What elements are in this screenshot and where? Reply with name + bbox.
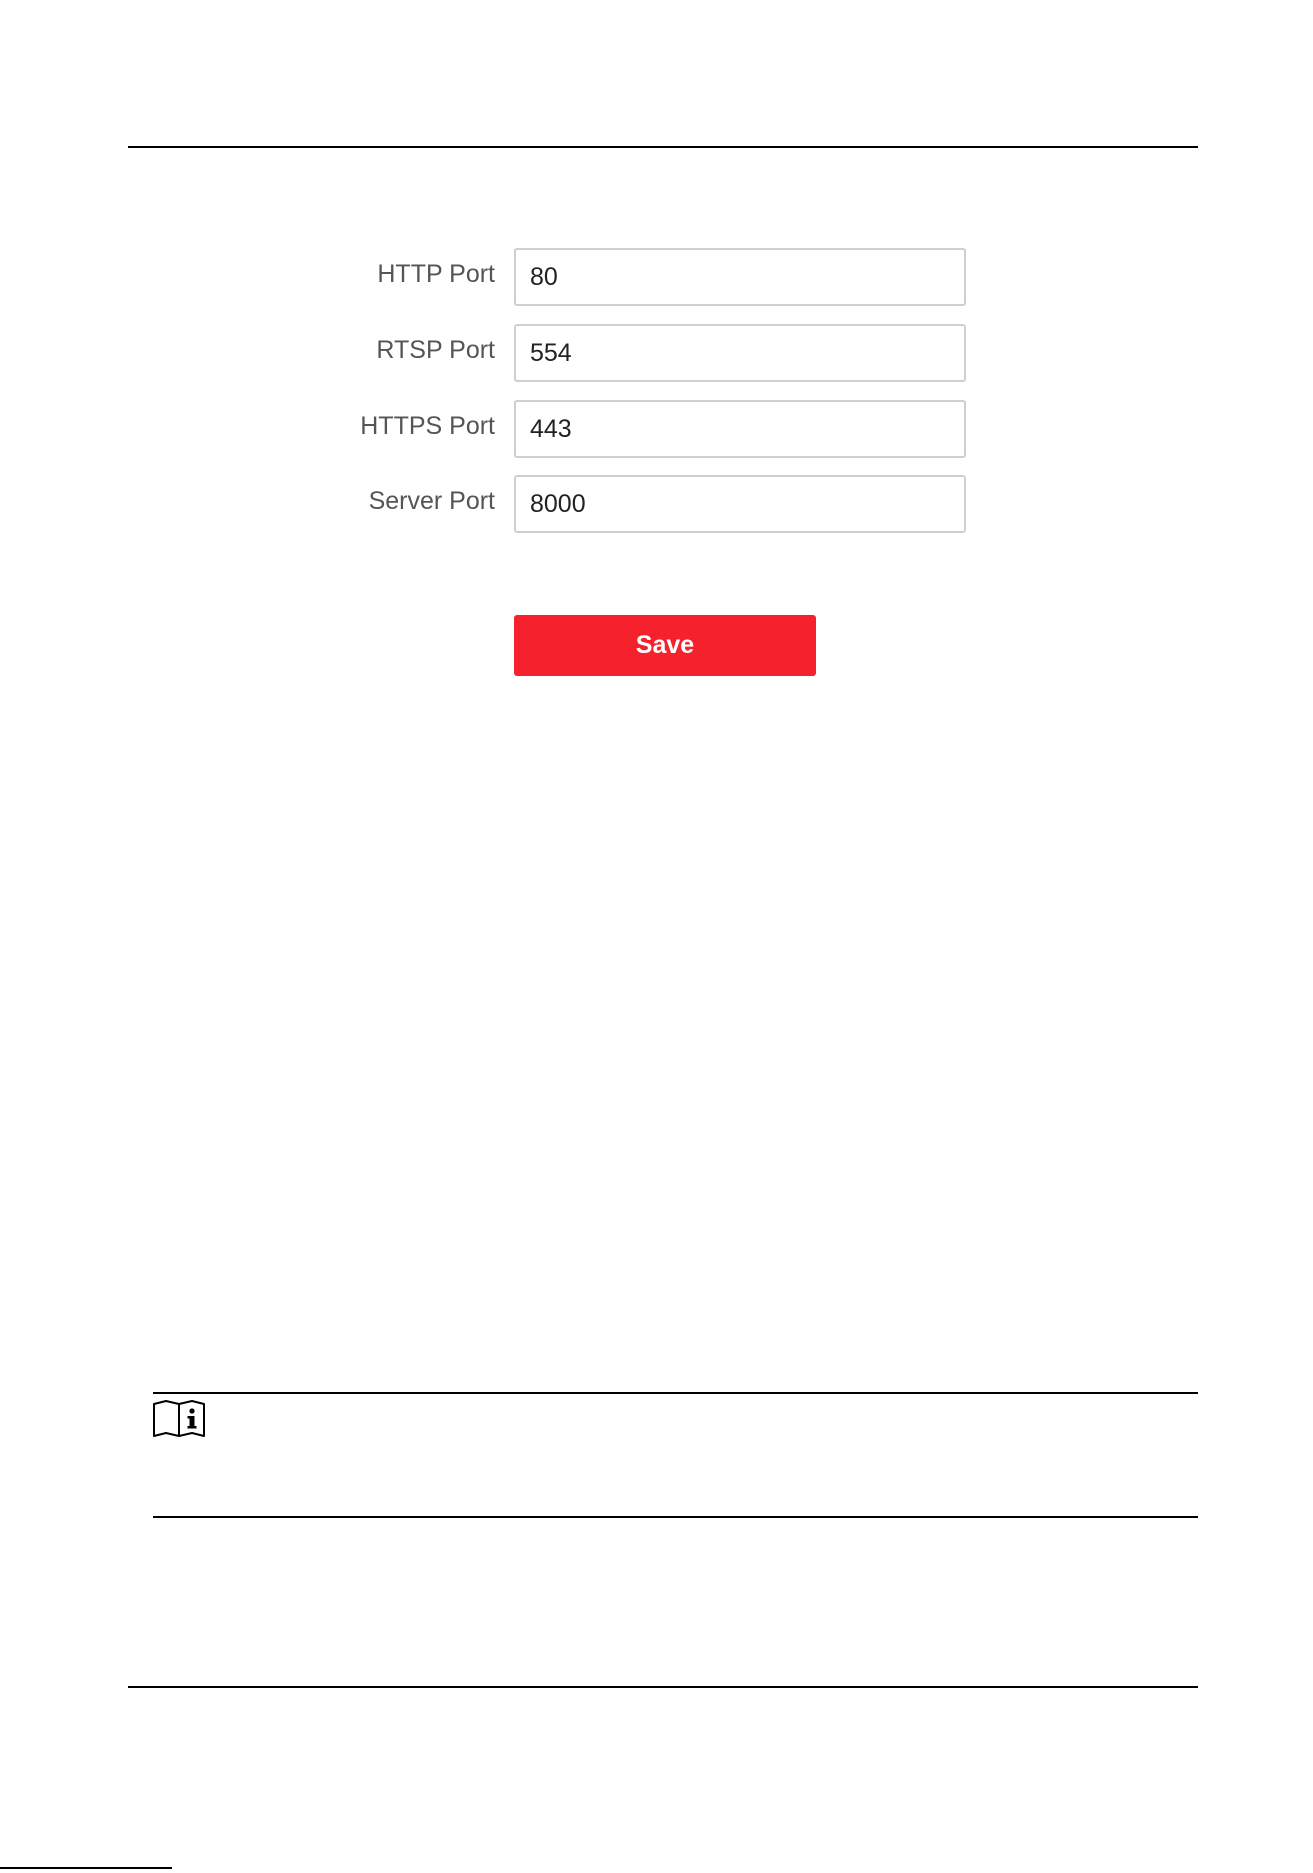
server-port-input[interactable]: [514, 475, 966, 533]
rtsp-port-input[interactable]: [514, 324, 966, 382]
page-edge-mark: [0, 1867, 172, 1869]
footer-divider: [128, 1686, 1198, 1688]
book-info-icon: [152, 1400, 206, 1438]
http-port-input[interactable]: [514, 248, 966, 306]
note-top-divider: [153, 1392, 1198, 1394]
server-port-row: [0, 475, 1313, 535]
note-bottom-divider: [153, 1516, 1198, 1518]
save-button[interactable]: Save: [514, 615, 816, 676]
header-divider: [128, 146, 1198, 148]
https-port-row: [0, 400, 1313, 460]
https-port-input[interactable]: [514, 400, 966, 458]
http-port-row: [0, 248, 1313, 308]
rtsp-port-label: RTSP Port: [376, 336, 495, 364]
server-port-label: Server Port: [368, 487, 495, 515]
https-port-label: HTTPS Port: [360, 412, 495, 440]
http-port-label: HTTP Port: [377, 260, 495, 288]
rtsp-port-row: [0, 324, 1313, 384]
